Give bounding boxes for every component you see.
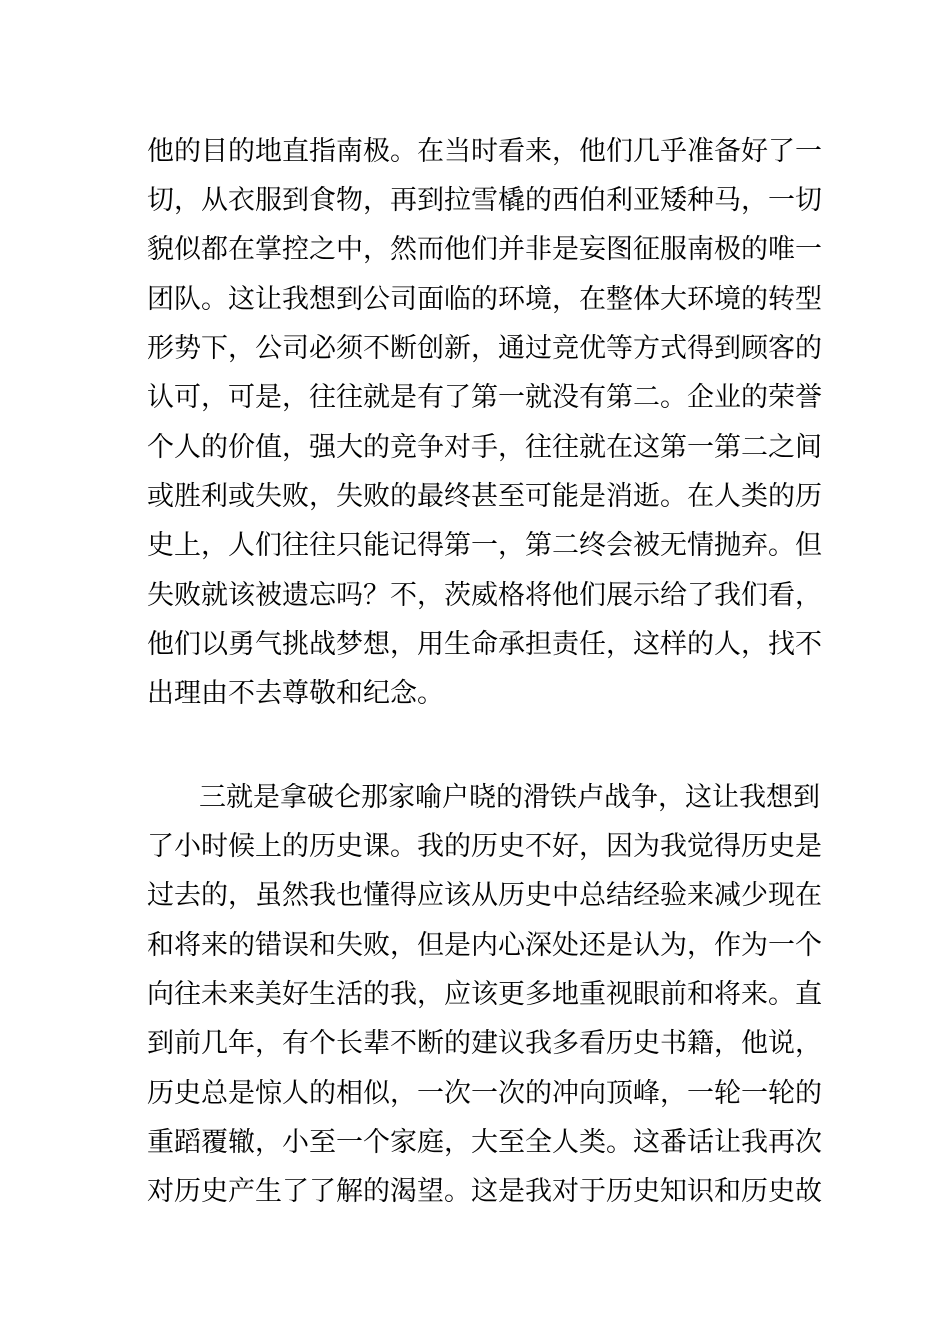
text-line: 他们以勇气挑战梦想，用生命承担责任，这样的人，找不 bbox=[147, 629, 822, 660]
text-line: 失败就该被遗忘吗？不，茨威格将他们展示给了我们看， bbox=[147, 580, 822, 611]
text-line: 个人的价值，强大的竞争对手，往往就在这第一第二之间 bbox=[147, 432, 822, 463]
text-line: 三就是拿破仑那家喻户晓的滑铁卢战争，这让我想到 bbox=[199, 782, 820, 813]
text-line: 过去的，虽然我也懂得应该从历史中总结经验来减少现在 bbox=[147, 880, 822, 911]
text-line: 出理由不去尊敬和纪念。 bbox=[147, 678, 444, 709]
text-line: 或胜利或失败，失败的最终甚至可能是消逝。在人类的历 bbox=[147, 481, 822, 512]
text-line: 对历史产生了了解的渴望。这是我对于历史知识和历史故 bbox=[147, 1176, 822, 1207]
text-line: 貌似都在掌控之中，然而他们并非是妄图征服南极的唯一 bbox=[147, 234, 822, 265]
text-line: 重蹈覆辙，小至一个家庭，大至全人类。这番话让我再次 bbox=[147, 1127, 822, 1158]
text-line: 形势下，公司必须不断创新，通过竞优等方式得到顾客的 bbox=[147, 333, 822, 364]
text-line: 向往未来美好生活的我，应该更多地重视眼前和将来。直 bbox=[147, 979, 822, 1010]
text-line: 和将来的错误和失败，但是内心深处还是认为，作为一个 bbox=[147, 930, 822, 961]
text-line: 他的目的地直指南极。在当时看来，他们几乎准备好了一 bbox=[147, 136, 822, 167]
text-line: 了小时候上的历史课。我的历史不好，因为我觉得历史是 bbox=[147, 831, 822, 862]
text-line: 认可，可是，往往就是有了第一就没有第二。企业的荣誉 bbox=[147, 382, 822, 413]
text-line: 史上，人们往往只能记得第一，第二终会被无情抛弃。但 bbox=[147, 530, 822, 561]
text-line: 团队。这让我想到公司面临的环境，在整体大环境的转型 bbox=[147, 284, 822, 315]
text-line: 历史总是惊人的相似，一次一次的冲向顶峰，一轮一轮的 bbox=[147, 1078, 822, 1109]
text-line: 到前几年，有个长辈不断的建议我多看历史书籍，他说， bbox=[147, 1028, 822, 1059]
text-line: 切，从衣服到食物，再到拉雪橇的西伯利亚矮种马，一切 bbox=[147, 185, 822, 216]
